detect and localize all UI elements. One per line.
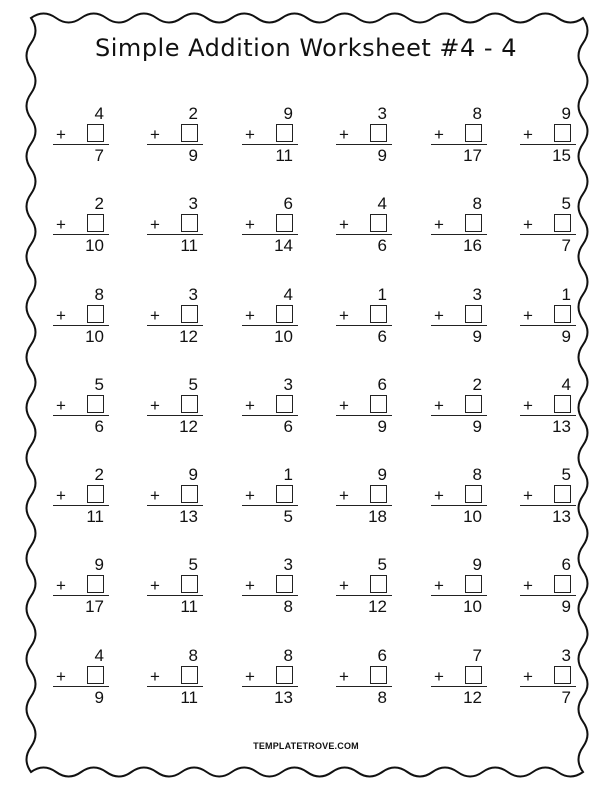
plus-sign: + bbox=[523, 667, 533, 686]
answer-box[interactable] bbox=[276, 305, 293, 323]
addend-number: 1 bbox=[377, 285, 387, 304]
addition-problem bbox=[339, 195, 391, 259]
addition-problem bbox=[434, 195, 486, 259]
addition-problem bbox=[434, 105, 486, 169]
answer-box[interactable] bbox=[465, 214, 482, 232]
answer-box[interactable] bbox=[554, 124, 571, 142]
addition-problem bbox=[523, 286, 575, 350]
addend-number: 5 bbox=[188, 375, 198, 394]
sum-line bbox=[53, 144, 109, 145]
sum-line bbox=[242, 415, 298, 416]
addition-problem bbox=[150, 286, 202, 350]
addend-number: 4 bbox=[94, 646, 104, 665]
sum-number: 6 bbox=[377, 236, 387, 255]
addend-number: 3 bbox=[283, 375, 293, 394]
sum-line bbox=[147, 325, 203, 326]
plus-sign: + bbox=[245, 215, 255, 234]
answer-box[interactable] bbox=[465, 666, 482, 684]
sum-number: 12 bbox=[463, 688, 482, 707]
addition-problem bbox=[523, 105, 575, 169]
addition-problem bbox=[245, 286, 297, 350]
addition-problem bbox=[245, 647, 297, 711]
addend-number: 7 bbox=[472, 646, 482, 665]
plus-sign: + bbox=[56, 306, 66, 325]
addition-problem bbox=[245, 195, 297, 259]
addition-problem bbox=[434, 376, 486, 440]
sum-number: 8 bbox=[377, 688, 387, 707]
addend-number: 5 bbox=[561, 465, 571, 484]
addition-problem bbox=[339, 286, 391, 350]
sum-line bbox=[147, 505, 203, 506]
answer-box[interactable] bbox=[465, 575, 482, 593]
plus-sign: + bbox=[339, 125, 349, 144]
answer-box[interactable] bbox=[276, 485, 293, 503]
addend-number: 1 bbox=[283, 465, 293, 484]
addend-number: 9 bbox=[283, 104, 293, 123]
plus-sign: + bbox=[150, 396, 160, 415]
addend-number: 3 bbox=[188, 285, 198, 304]
addend-number: 8 bbox=[283, 646, 293, 665]
sum-number: 18 bbox=[368, 507, 387, 526]
sum-line bbox=[520, 144, 576, 145]
addend-number: 2 bbox=[472, 375, 482, 394]
addend-number: 9 bbox=[472, 555, 482, 574]
addend-number: 8 bbox=[188, 646, 198, 665]
plus-sign: + bbox=[56, 396, 66, 415]
plus-sign: + bbox=[245, 396, 255, 415]
sum-line bbox=[431, 595, 487, 596]
answer-box[interactable] bbox=[181, 485, 198, 503]
addition-problem bbox=[150, 376, 202, 440]
addition-problem bbox=[523, 195, 575, 259]
sum-line bbox=[431, 234, 487, 235]
sum-line bbox=[520, 415, 576, 416]
sum-number: 9 bbox=[561, 327, 571, 346]
addend-number: 2 bbox=[188, 104, 198, 123]
sum-number: 12 bbox=[179, 417, 198, 436]
plus-sign: + bbox=[523, 306, 533, 325]
sum-line bbox=[336, 415, 392, 416]
addition-problem bbox=[150, 105, 202, 169]
sum-number: 7 bbox=[561, 688, 571, 707]
sum-line bbox=[336, 234, 392, 235]
answer-box[interactable] bbox=[181, 395, 198, 413]
answer-box[interactable] bbox=[276, 666, 293, 684]
answer-box[interactable] bbox=[181, 666, 198, 684]
addition-problem bbox=[339, 466, 391, 530]
answer-box[interactable] bbox=[87, 575, 104, 593]
sum-number: 12 bbox=[368, 597, 387, 616]
addition-problem bbox=[434, 556, 486, 620]
sum-line bbox=[242, 595, 298, 596]
sum-line bbox=[520, 595, 576, 596]
sum-number: 7 bbox=[94, 146, 104, 165]
sum-number: 10 bbox=[463, 507, 482, 526]
plus-sign: + bbox=[150, 125, 160, 144]
sum-line bbox=[336, 325, 392, 326]
sum-number: 9 bbox=[377, 146, 387, 165]
answer-box[interactable] bbox=[370, 395, 387, 413]
addition-problem bbox=[56, 105, 108, 169]
addend-number: 8 bbox=[94, 285, 104, 304]
plus-sign: + bbox=[434, 125, 444, 144]
sum-number: 9 bbox=[472, 417, 482, 436]
addend-number: 1 bbox=[561, 285, 571, 304]
plus-sign: + bbox=[434, 667, 444, 686]
sum-number: 9 bbox=[94, 688, 104, 707]
answer-box[interactable] bbox=[87, 666, 104, 684]
addend-number: 9 bbox=[188, 465, 198, 484]
answer-box[interactable] bbox=[276, 395, 293, 413]
addend-number: 8 bbox=[472, 104, 482, 123]
sum-line bbox=[147, 415, 203, 416]
addend-number: 6 bbox=[283, 194, 293, 213]
plus-sign: + bbox=[434, 486, 444, 505]
addend-number: 3 bbox=[472, 285, 482, 304]
sum-line bbox=[147, 234, 203, 235]
answer-box[interactable] bbox=[554, 575, 571, 593]
addend-number: 9 bbox=[377, 465, 387, 484]
plus-sign: + bbox=[523, 486, 533, 505]
addition-problem bbox=[56, 376, 108, 440]
addition-problem bbox=[245, 376, 297, 440]
sum-line bbox=[431, 144, 487, 145]
plus-sign: + bbox=[150, 576, 160, 595]
sum-number: 13 bbox=[552, 507, 571, 526]
addition-problem bbox=[523, 466, 575, 530]
addition-problem bbox=[56, 556, 108, 620]
addition-problem bbox=[434, 466, 486, 530]
sum-line bbox=[53, 325, 109, 326]
addition-problem bbox=[150, 647, 202, 711]
answer-box[interactable] bbox=[465, 305, 482, 323]
plus-sign: + bbox=[150, 486, 160, 505]
plus-sign: + bbox=[150, 215, 160, 234]
sum-number: 6 bbox=[94, 417, 104, 436]
sum-line bbox=[431, 505, 487, 506]
answer-box[interactable] bbox=[370, 666, 387, 684]
sum-line bbox=[53, 415, 109, 416]
addend-number: 5 bbox=[94, 375, 104, 394]
answer-box[interactable] bbox=[370, 485, 387, 503]
sum-line bbox=[53, 505, 109, 506]
addition-problem bbox=[56, 195, 108, 259]
answer-box[interactable] bbox=[465, 485, 482, 503]
sum-line bbox=[147, 595, 203, 596]
answer-box[interactable] bbox=[276, 214, 293, 232]
sum-line bbox=[336, 595, 392, 596]
sum-number: 5 bbox=[283, 507, 293, 526]
plus-sign: + bbox=[245, 667, 255, 686]
addition-problem bbox=[245, 556, 297, 620]
sum-line bbox=[242, 505, 298, 506]
addend-number: 3 bbox=[561, 646, 571, 665]
plus-sign: + bbox=[245, 486, 255, 505]
addend-number: 6 bbox=[377, 646, 387, 665]
sum-number: 13 bbox=[274, 688, 293, 707]
addition-problem bbox=[434, 647, 486, 711]
sum-line bbox=[520, 505, 576, 506]
sum-number: 11 bbox=[180, 597, 198, 616]
plus-sign: + bbox=[56, 576, 66, 595]
sum-line bbox=[53, 686, 109, 687]
answer-box[interactable] bbox=[554, 395, 571, 413]
plus-sign: + bbox=[339, 667, 349, 686]
addition-problem bbox=[245, 466, 297, 530]
sum-number: 9 bbox=[377, 417, 387, 436]
sum-line bbox=[147, 686, 203, 687]
addend-number: 6 bbox=[377, 375, 387, 394]
sum-number: 7 bbox=[561, 236, 571, 255]
sum-number: 9 bbox=[561, 597, 571, 616]
addend-number: 6 bbox=[561, 555, 571, 574]
plus-sign: + bbox=[339, 306, 349, 325]
sum-number: 10 bbox=[274, 327, 293, 346]
answer-box[interactable] bbox=[370, 214, 387, 232]
addend-number: 2 bbox=[94, 465, 104, 484]
plus-sign: + bbox=[150, 306, 160, 325]
sum-number: 10 bbox=[85, 327, 104, 346]
addend-number: 5 bbox=[561, 194, 571, 213]
answer-box[interactable] bbox=[87, 485, 104, 503]
plus-sign: + bbox=[339, 396, 349, 415]
answer-box[interactable] bbox=[181, 575, 198, 593]
plus-sign: + bbox=[523, 396, 533, 415]
answer-box[interactable] bbox=[465, 395, 482, 413]
plus-sign: + bbox=[523, 215, 533, 234]
sum-number: 6 bbox=[377, 327, 387, 346]
sum-line bbox=[242, 686, 298, 687]
addition-problem bbox=[523, 376, 575, 440]
sum-number: 10 bbox=[85, 236, 104, 255]
addend-number: 9 bbox=[561, 104, 571, 123]
addend-number: 8 bbox=[472, 194, 482, 213]
addend-number: 3 bbox=[283, 555, 293, 574]
plus-sign: + bbox=[245, 125, 255, 144]
plus-sign: + bbox=[434, 306, 444, 325]
plus-sign: + bbox=[339, 215, 349, 234]
sum-line bbox=[242, 144, 298, 145]
plus-sign: + bbox=[150, 667, 160, 686]
plus-sign: + bbox=[56, 667, 66, 686]
addend-number: 2 bbox=[94, 194, 104, 213]
plus-sign: + bbox=[56, 125, 66, 144]
sum-line bbox=[147, 144, 203, 145]
answer-box[interactable] bbox=[276, 124, 293, 142]
sum-number: 11 bbox=[180, 236, 198, 255]
plus-sign: + bbox=[434, 215, 444, 234]
sum-number: 6 bbox=[283, 417, 293, 436]
addend-number: 3 bbox=[188, 194, 198, 213]
plus-sign: + bbox=[434, 396, 444, 415]
sum-line bbox=[520, 325, 576, 326]
answer-box[interactable] bbox=[87, 395, 104, 413]
addition-problem bbox=[56, 466, 108, 530]
addition-problem bbox=[339, 105, 391, 169]
sum-line bbox=[520, 234, 576, 235]
addition-problem bbox=[150, 556, 202, 620]
answer-box[interactable] bbox=[554, 305, 571, 323]
sum-number: 17 bbox=[463, 146, 482, 165]
plus-sign: + bbox=[56, 215, 66, 234]
sum-number: 9 bbox=[472, 327, 482, 346]
addition-problem bbox=[150, 195, 202, 259]
addition-problem bbox=[150, 466, 202, 530]
sum-number: 11 bbox=[275, 146, 293, 165]
answer-box[interactable] bbox=[181, 305, 198, 323]
sum-number: 13 bbox=[552, 417, 571, 436]
addition-problem bbox=[56, 286, 108, 350]
plus-sign: + bbox=[339, 486, 349, 505]
plus-sign: + bbox=[339, 576, 349, 595]
sum-number: 9 bbox=[188, 146, 198, 165]
sum-line bbox=[336, 686, 392, 687]
plus-sign: + bbox=[56, 486, 66, 505]
plus-sign: + bbox=[434, 576, 444, 595]
answer-box[interactable] bbox=[554, 666, 571, 684]
sum-number: 16 bbox=[463, 236, 482, 255]
addend-number: 4 bbox=[377, 194, 387, 213]
answer-box[interactable] bbox=[370, 575, 387, 593]
answer-box[interactable] bbox=[370, 305, 387, 323]
answer-box[interactable] bbox=[276, 575, 293, 593]
sum-number: 15 bbox=[552, 146, 571, 165]
addend-number: 3 bbox=[377, 104, 387, 123]
sum-number: 11 bbox=[180, 688, 198, 707]
addend-number: 5 bbox=[377, 555, 387, 574]
plus-sign: + bbox=[523, 576, 533, 595]
addend-number: 4 bbox=[94, 104, 104, 123]
plus-sign: + bbox=[245, 306, 255, 325]
sum-line bbox=[242, 234, 298, 235]
addend-number: 4 bbox=[283, 285, 293, 304]
addition-problem bbox=[523, 556, 575, 620]
addend-number: 4 bbox=[561, 375, 571, 394]
sum-line bbox=[336, 505, 392, 506]
answer-box[interactable] bbox=[87, 214, 104, 232]
sum-number: 8 bbox=[283, 597, 293, 616]
sum-line bbox=[431, 415, 487, 416]
addition-problem bbox=[523, 647, 575, 711]
addition-problem bbox=[339, 556, 391, 620]
sum-number: 12 bbox=[179, 327, 198, 346]
addend-number: 9 bbox=[94, 555, 104, 574]
sum-line bbox=[336, 144, 392, 145]
sum-line bbox=[53, 234, 109, 235]
addition-problem bbox=[56, 647, 108, 711]
sum-number: 13 bbox=[179, 507, 198, 526]
addition-problem bbox=[339, 647, 391, 711]
sum-line bbox=[431, 325, 487, 326]
answer-box[interactable] bbox=[87, 124, 104, 142]
sum-number: 14 bbox=[274, 236, 293, 255]
addition-problem bbox=[434, 286, 486, 350]
answer-box[interactable] bbox=[554, 485, 571, 503]
sum-number: 17 bbox=[85, 597, 104, 616]
sum-line bbox=[242, 325, 298, 326]
sum-line bbox=[53, 595, 109, 596]
answer-box[interactable] bbox=[181, 124, 198, 142]
worksheet-title: Simple Addition Worksheet #4 - 4 bbox=[95, 34, 517, 62]
addition-problem bbox=[339, 376, 391, 440]
addend-number: 5 bbox=[188, 555, 198, 574]
footer-website: TEMPLATETROVE.COM bbox=[253, 741, 359, 751]
addend-number: 8 bbox=[472, 465, 482, 484]
sum-line bbox=[520, 686, 576, 687]
answer-box[interactable] bbox=[465, 124, 482, 142]
answer-box[interactable] bbox=[87, 305, 104, 323]
answer-box[interactable] bbox=[554, 214, 571, 232]
sum-number: 11 bbox=[86, 507, 104, 526]
addition-problem bbox=[245, 105, 297, 169]
sum-line bbox=[431, 686, 487, 687]
answer-box[interactable] bbox=[181, 214, 198, 232]
plus-sign: + bbox=[245, 576, 255, 595]
plus-sign: + bbox=[523, 125, 533, 144]
answer-box[interactable] bbox=[370, 124, 387, 142]
sum-number: 10 bbox=[463, 597, 482, 616]
